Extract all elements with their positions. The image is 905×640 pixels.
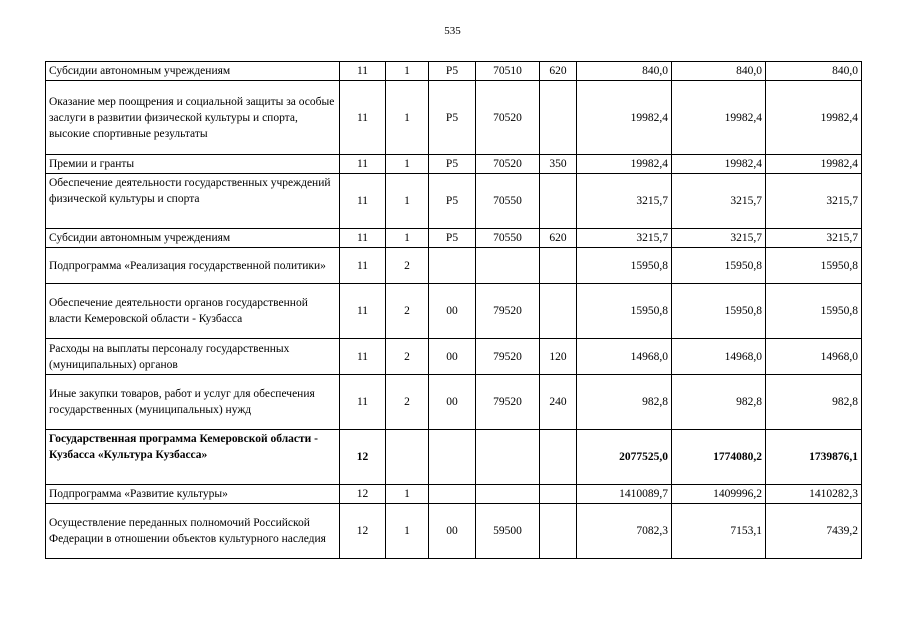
cell-amount-1: 1410089,7 — [577, 485, 672, 504]
cell-section: 11 — [340, 339, 386, 375]
row-name: Расходы на выплаты персоналу государственных (муниципальных) органов — [46, 339, 340, 375]
cell-program: Р5 — [429, 81, 476, 155]
cell-direction: 70550 — [476, 229, 540, 248]
table-row — [46, 375, 862, 430]
cell-amount-3: 840,0 — [766, 62, 862, 81]
cell-amount-2: 15950,8 — [672, 248, 766, 284]
cell-amount-1: 2077525,0 — [577, 430, 672, 485]
cell-section: 12 — [340, 430, 386, 485]
cell-section: 11 — [340, 229, 386, 248]
cell-program: 00 — [429, 284, 476, 339]
cell-section: 11 — [340, 284, 386, 339]
cell-direction: 79520 — [476, 339, 540, 375]
cell-program: 00 — [429, 339, 476, 375]
cell-amount-3: 19982,4 — [766, 155, 862, 174]
cell-amount-3: 7439,2 — [766, 504, 862, 559]
budget-table — [45, 61, 862, 559]
table-row — [46, 229, 862, 248]
cell-section: 12 — [340, 485, 386, 504]
table-row — [46, 62, 862, 81]
cell-expense-type — [540, 485, 577, 504]
cell-subsection: 2 — [386, 248, 429, 284]
cell-amount-2: 15950,8 — [672, 284, 766, 339]
row-name: Премии и гранты — [46, 155, 340, 174]
cell-expense-type — [540, 174, 577, 229]
cell-amount-3: 14968,0 — [766, 339, 862, 375]
table-row — [46, 248, 862, 284]
cell-expense-type: 240 — [540, 375, 577, 430]
cell-amount-2: 3215,7 — [672, 229, 766, 248]
table-row — [46, 155, 862, 174]
cell-program: Р5 — [429, 62, 476, 81]
cell-amount-1: 15950,8 — [577, 248, 672, 284]
cell-direction — [476, 430, 540, 485]
cell-amount-1: 3215,7 — [577, 174, 672, 229]
cell-amount-1: 19982,4 — [577, 81, 672, 155]
cell-direction: 70520 — [476, 81, 540, 155]
row-name: Подпрограмма «Развитие культуры» — [46, 485, 340, 504]
row-name: Подпрограмма «Реализация государственной политики» — [46, 248, 340, 284]
cell-subsection: 1 — [386, 504, 429, 559]
cell-section: 12 — [340, 504, 386, 559]
cell-section: 11 — [340, 155, 386, 174]
cell-amount-3: 3215,7 — [766, 229, 862, 248]
cell-amount-3: 19982,4 — [766, 81, 862, 155]
cell-direction: 70510 — [476, 62, 540, 81]
cell-amount-2: 3215,7 — [672, 174, 766, 229]
cell-program — [429, 248, 476, 284]
cell-subsection: 2 — [386, 339, 429, 375]
cell-amount-2: 840,0 — [672, 62, 766, 81]
cell-program: Р5 — [429, 229, 476, 248]
cell-amount-2: 1409996,2 — [672, 485, 766, 504]
table-row — [46, 81, 862, 155]
table-row — [46, 339, 862, 375]
cell-direction: 79520 — [476, 284, 540, 339]
cell-amount-1: 3215,7 — [577, 229, 672, 248]
row-name: Государственная программа Кемеровской области - Кузбасса «Культура Кузбасса» — [46, 430, 340, 485]
table-row — [46, 485, 862, 504]
cell-amount-3: 982,8 — [766, 375, 862, 430]
cell-expense-type: 620 — [540, 229, 577, 248]
row-name: Оказание мер поощрения и социальной защиты за особые заслуги в развитии физической культуры и спорта, высокие спортивные результаты — [46, 81, 340, 155]
cell-amount-1: 7082,3 — [577, 504, 672, 559]
cell-subsection: 1 — [386, 155, 429, 174]
cell-section: 11 — [340, 62, 386, 81]
cell-program: Р5 — [429, 174, 476, 229]
cell-subsection: 1 — [386, 81, 429, 155]
cell-expense-type — [540, 430, 577, 485]
cell-program: 00 — [429, 375, 476, 430]
cell-direction: 59500 — [476, 504, 540, 559]
cell-direction: 70520 — [476, 155, 540, 174]
table-row — [46, 430, 862, 485]
cell-amount-3: 15950,8 — [766, 248, 862, 284]
cell-program: Р5 — [429, 155, 476, 174]
cell-subsection: 2 — [386, 284, 429, 339]
cell-subsection: 1 — [386, 62, 429, 81]
row-name: Осуществление переданных полномочий Российской Федерации в отношении объектов культурного наследия — [46, 504, 340, 559]
cell-direction: 79520 — [476, 375, 540, 430]
cell-amount-2: 19982,4 — [672, 81, 766, 155]
cell-amount-1: 19982,4 — [577, 155, 672, 174]
cell-amount-3: 1739876,1 — [766, 430, 862, 485]
cell-program: 00 — [429, 504, 476, 559]
cell-section: 11 — [340, 174, 386, 229]
cell-section: 11 — [340, 375, 386, 430]
row-name: Субсидии автономным учреждениям — [46, 229, 340, 248]
cell-subsection — [386, 430, 429, 485]
cell-section: 11 — [340, 248, 386, 284]
row-name: Иные закупки товаров, работ и услуг для обеспечения государственных (муниципальных) нужд — [46, 375, 340, 430]
table-row — [46, 284, 862, 339]
cell-direction — [476, 248, 540, 284]
cell-direction — [476, 485, 540, 504]
cell-amount-3: 15950,8 — [766, 284, 862, 339]
cell-amount-2: 7153,1 — [672, 504, 766, 559]
row-name: Субсидии автономным учреждениям — [46, 62, 340, 81]
cell-expense-type: 350 — [540, 155, 577, 174]
cell-subsection: 1 — [386, 485, 429, 504]
row-name: Обеспечение деятельности государственных учреждений физической культуры и спорта — [46, 174, 340, 229]
cell-amount-1: 14968,0 — [577, 339, 672, 375]
cell-expense-type — [540, 504, 577, 559]
cell-amount-1: 840,0 — [577, 62, 672, 81]
table-row — [46, 504, 862, 559]
cell-subsection: 2 — [386, 375, 429, 430]
cell-expense-type — [540, 248, 577, 284]
cell-amount-2: 1774080,2 — [672, 430, 766, 485]
cell-amount-3: 3215,7 — [766, 174, 862, 229]
cell-amount-3: 1410282,3 — [766, 485, 862, 504]
cell-expense-type — [540, 284, 577, 339]
cell-section: 11 — [340, 81, 386, 155]
cell-amount-1: 15950,8 — [577, 284, 672, 339]
cell-amount-1: 982,8 — [577, 375, 672, 430]
cell-expense-type — [540, 81, 577, 155]
cell-expense-type: 620 — [540, 62, 577, 81]
cell-expense-type: 120 — [540, 339, 577, 375]
cell-subsection: 1 — [386, 174, 429, 229]
cell-subsection: 1 — [386, 229, 429, 248]
cell-amount-2: 982,8 — [672, 375, 766, 430]
row-name: Обеспечение деятельности органов государственной власти Кемеровской области - Кузбасса — [46, 284, 340, 339]
cell-amount-2: 14968,0 — [672, 339, 766, 375]
table-row — [46, 174, 862, 229]
cell-amount-2: 19982,4 — [672, 155, 766, 174]
cell-program — [429, 430, 476, 485]
cell-program — [429, 485, 476, 504]
page-number: 535 — [444, 25, 461, 37]
cell-direction: 70550 — [476, 174, 540, 229]
